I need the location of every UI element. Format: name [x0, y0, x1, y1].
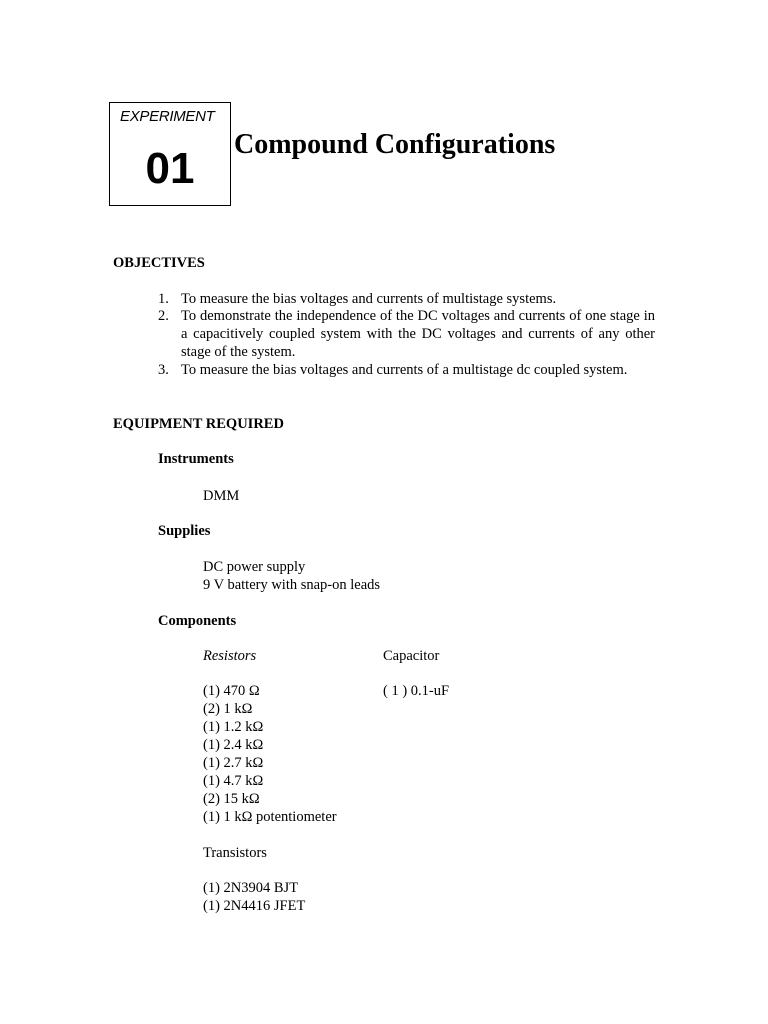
experiment-box	[109, 102, 231, 206]
experiment-number: 01	[145, 144, 195, 193]
resistor-list	[203, 682, 337, 826]
instruments-heading: Instruments	[158, 451, 234, 467]
capacitor-heading: Capacitor	[383, 648, 440, 664]
resistors-heading: Resistors	[203, 648, 257, 664]
resistor-item: (1) 4.7 kΩ	[203, 773, 264, 789]
instrument-item: DMM	[203, 488, 240, 504]
objective-number: 2.	[158, 308, 169, 324]
objective-text: To demonstrate the independence of the DC voltages and currents of one stage in a capacitively coupled system with the DC voltages and currents of any other stage of the system.	[181, 308, 655, 360]
experiment-label: EXPERIMENT	[120, 108, 215, 125]
objectives-heading: OBJECTIVES	[113, 255, 205, 271]
transistor-list	[203, 879, 305, 915]
resistor-item: (1) 470 Ω	[203, 683, 260, 699]
objective-number: 1.	[158, 291, 169, 307]
resistor-item: (1) 1 kΩ potentiometer	[203, 809, 337, 825]
resistor-item: (2) 15 kΩ	[203, 791, 260, 807]
resistor-item: (1) 2.7 kΩ	[203, 755, 264, 771]
transistor-item: (1) 2N4416 JFET	[203, 898, 306, 914]
objective-text: To measure the bias voltages and currents of multistage systems.	[181, 291, 557, 307]
objective-number: 3.	[158, 362, 169, 378]
objective-text: To measure the bias voltages and currents of a multistage dc coupled system.	[181, 362, 628, 378]
transistors-heading: Transistors	[203, 845, 267, 861]
supply-item: DC power supply	[203, 559, 306, 575]
resistor-item: (2) 1 kΩ	[203, 701, 253, 717]
supplies-list	[203, 558, 380, 594]
capacitor-item: ( 1 ) 0.1-uF	[383, 683, 450, 699]
resistor-item: (1) 2.4 kΩ	[203, 737, 264, 753]
supplies-heading: Supplies	[158, 523, 211, 539]
components-heading: Components	[158, 613, 237, 629]
supply-item: 9 V battery with snap-on leads	[203, 577, 381, 593]
page-title: Compound Configurations	[234, 129, 556, 160]
transistor-item: (1) 2N3904 BJT	[203, 880, 299, 896]
equipment-heading: EQUIPMENT REQUIRED	[113, 416, 284, 432]
resistor-item: (1) 1.2 kΩ	[203, 719, 264, 735]
